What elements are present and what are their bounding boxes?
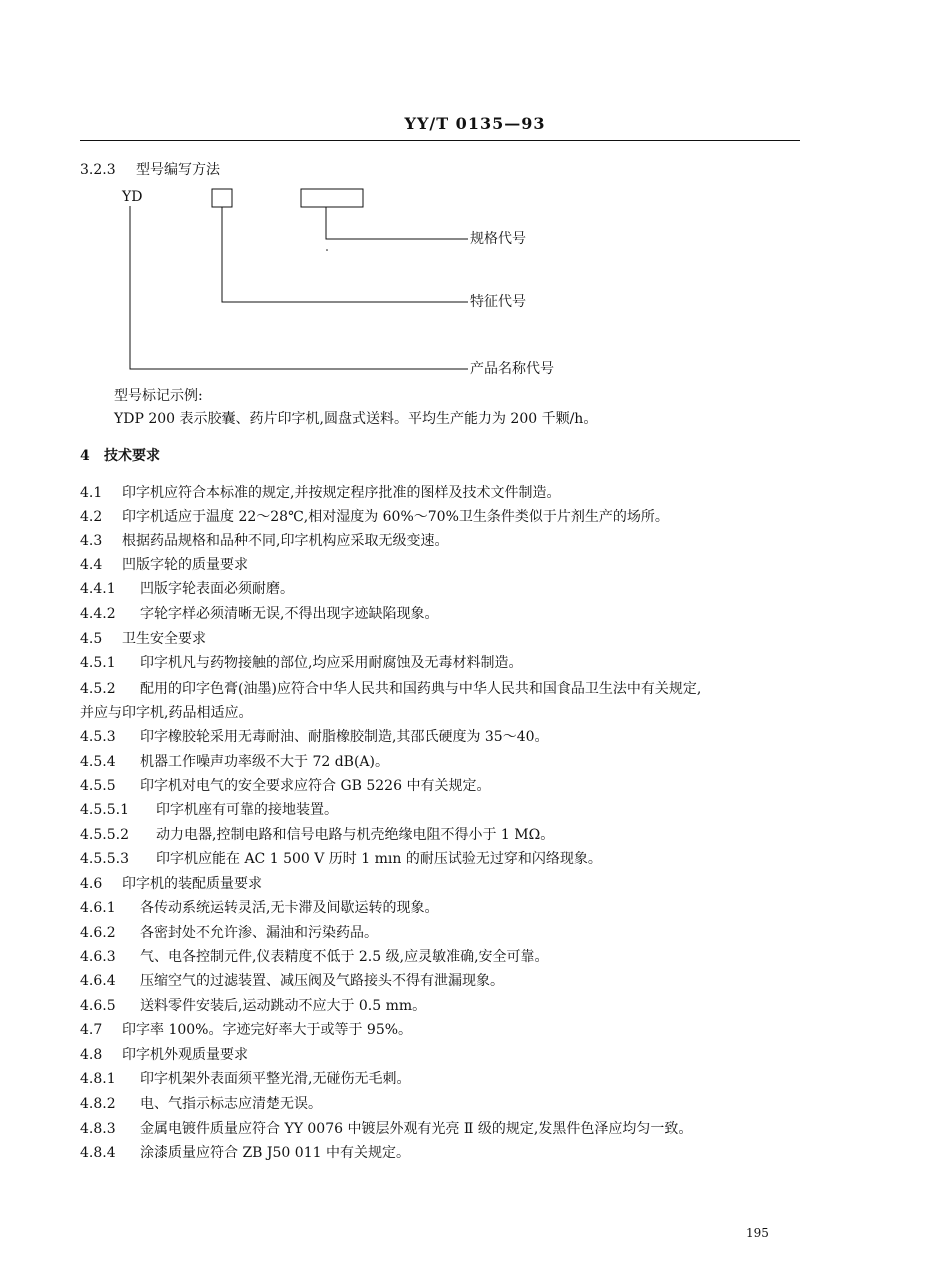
section-number: 4	[80, 448, 90, 464]
clause-4-8-4	[80, 1144, 410, 1162]
clause-4-1	[80, 484, 560, 502]
clause-4-4	[80, 556, 248, 574]
clause-text: 印字机凡与药物接触的部位,均应采用耐腐蚀及无毒材料制造。	[140, 655, 523, 671]
clause-4-8-1	[80, 1070, 410, 1088]
clause-text: 并应与印字机,药品相适应。	[80, 705, 253, 721]
label-feature-code: 特征代号	[470, 294, 526, 310]
clause-4-5	[80, 630, 206, 648]
clause-text: 印字机对电气的安全要求应符合 GB 5226 中有关规定。	[140, 778, 491, 794]
clause-number: 4.6.2	[80, 925, 116, 941]
clause-number: 4.5.1	[80, 655, 116, 671]
label-product-name-code: 产品名称代号	[470, 361, 554, 377]
clause-number: 4.6.4	[80, 973, 116, 989]
clause-text: 各传动系统运转灵活,无卡滞及间歇运转的现象。	[140, 900, 439, 916]
clause-4-5-5	[80, 777, 490, 795]
clause-text: 电、气指示标志应清楚无误。	[140, 1096, 322, 1112]
clause-4-2	[80, 508, 669, 526]
clause-text: 印字率 100%。字迹完好率大于或等于 95%。	[122, 1022, 413, 1038]
feature-code-leader	[222, 207, 468, 302]
clause-number: 4.2	[80, 509, 103, 525]
clause-text: 印字机应符合本标准的规定,并按规定程序批准的图样及技术文件制造。	[122, 485, 561, 501]
clause-text: 卫生安全要求	[122, 631, 206, 647]
clause-text: 动力电器,控制电路和信号电路与机壳绝缘电阻不得小于 1 MΩ。	[156, 827, 555, 843]
clause-number: 4.8.1	[80, 1071, 116, 1087]
clause-text: 印字机的装配质量要求	[122, 876, 262, 892]
clause-number: 4.5.5.2	[80, 827, 129, 843]
standard-code: YY/T 0135—93	[404, 114, 546, 133]
clause-number: 4.6.3	[80, 949, 116, 965]
clause-number: 4.8.2	[80, 1096, 116, 1112]
clause-4-8-3	[80, 1120, 692, 1138]
clause-text: 印字机架外表面须平整光滑,无碰伤无毛刺。	[140, 1071, 411, 1087]
clause-number: 4.6	[80, 876, 103, 892]
clause-number: 4.8	[80, 1047, 103, 1063]
feature-code-box	[212, 189, 232, 207]
clause-number: 4.4.1	[80, 581, 116, 597]
clause-text: 配用的印字色膏(油墨)应符合中华人民共和国药典与中华人民共和国食品卫生法中有关规定,	[140, 681, 702, 697]
clause-text: 凹版字轮的质量要求	[122, 557, 248, 573]
clause-4-5-5-1	[80, 801, 338, 819]
clause-number: 4.1	[80, 485, 103, 501]
clause-number: 4.5.4	[80, 754, 116, 770]
spec-code-leader	[326, 207, 468, 239]
clause-4-4-2	[80, 605, 438, 623]
product-name-leader	[130, 206, 468, 369]
example-text: YDP 200 表示胶囊、药片印字机,圆盘式送料。平均生产能力为 200 千颗/h。	[114, 411, 598, 427]
clause-number: 4.5.5.3	[80, 851, 129, 867]
clause-text: 印字橡胶轮采用无毒耐油、耐脂橡胶制造,其邵氏硬度为 35～40。	[140, 729, 549, 745]
clause-4-3	[80, 532, 448, 550]
clause-4-5-1	[80, 654, 522, 672]
clause-4-4-1	[80, 580, 294, 598]
section-number: 3.2.3	[80, 162, 116, 178]
clause-number: 4.6.1	[80, 900, 116, 916]
clause-text: 印字机外观质量要求	[122, 1047, 248, 1063]
clause-text: 根据药品规格和品种不同,印字机构应采取无级变速。	[122, 533, 449, 549]
clause-text: 压缩空气的过滤装置、减压阀及气路接头不得有泄漏现象。	[140, 973, 504, 989]
clause-text: 印字机适应于温度 22～28℃,相对湿度为 60%～70%卫生条件类似于片剂生产的场所。	[122, 509, 669, 525]
section-title: 技术要求	[104, 448, 160, 464]
clause-4-5-5-2	[80, 826, 554, 844]
clause-text: 涂漆质量应符合 ZB J50 011 中有关规定。	[140, 1145, 410, 1161]
clause-number: 4.5.5	[80, 778, 116, 794]
clause-number: 4.5.5.1	[80, 802, 129, 818]
clause-number: 4.6.5	[80, 998, 116, 1014]
clause-text: 金属电镀件质量应符合 YY 0076 中镀层外观有光亮 Ⅱ 级的规定,发黑件色泽应均匀一致。	[140, 1121, 693, 1137]
clause-text: 机器工作噪声功率级不大于 72 dB(A)。	[140, 754, 389, 770]
clause-number: 4.4	[80, 557, 103, 573]
clause-4-5-3	[80, 728, 549, 746]
clause-text: 各密封处不允许渗、漏油和污染药品。	[140, 925, 378, 941]
clause-text: 送料零件安装后,运动跳动不应大于 0.5 mm。	[140, 998, 427, 1014]
clause-4-6	[80, 875, 262, 893]
clause-number: 4.5	[80, 631, 103, 647]
clause-number: 4.8.3	[80, 1121, 116, 1137]
clause-4-6-3	[80, 948, 549, 966]
clause-text: 气、电各控制元件,仪表精度不低于 2.5 级,应灵敏准确,安全可靠。	[140, 949, 549, 965]
model-prefix: YD	[122, 189, 143, 205]
clause-number: 4.7	[80, 1022, 103, 1038]
spec-code-box	[301, 189, 363, 207]
clause-4-5-4	[80, 753, 389, 771]
page-number: 195	[746, 1226, 769, 1240]
clause-4-6-1	[80, 899, 438, 917]
clause-4-7	[80, 1021, 412, 1039]
clause-4-8	[80, 1046, 248, 1064]
clause-4-6-4	[80, 972, 504, 990]
example-label: 型号标记示例:	[114, 388, 203, 404]
clause-number: 4.8.4	[80, 1145, 116, 1161]
clause-text: 印字机应能在 AC 1 500 V 历时 1 mın 的耐压试验无过穿和闪络现象。	[156, 851, 602, 867]
clause-4-5-5-3	[80, 850, 602, 868]
label-spec-code: 规格代号	[470, 231, 526, 247]
clause-text: 印字机座有可靠的接地装置。	[156, 802, 338, 818]
clause-text: 字轮字样必须清晰无误,不得出现字迹缺陷现象。	[140, 606, 439, 622]
clause-text: 凹版字轮表面必须耐磨。	[140, 581, 294, 597]
clause-4-5-2	[80, 680, 701, 698]
clause-number: 4.4.2	[80, 606, 116, 622]
clause-4-5-2-continued	[80, 704, 252, 722]
clause-4-6-5	[80, 997, 426, 1015]
clause-number: 4.5.2	[80, 681, 116, 697]
clause-4-6-2	[80, 924, 378, 942]
clause-number: 4.3	[80, 533, 103, 549]
section-title: 型号编写方法	[136, 162, 220, 178]
section-4-heading	[80, 447, 160, 465]
clause-4-8-2	[80, 1095, 322, 1113]
stray-dot	[326, 249, 328, 251]
clause-number: 4.5.3	[80, 729, 116, 745]
